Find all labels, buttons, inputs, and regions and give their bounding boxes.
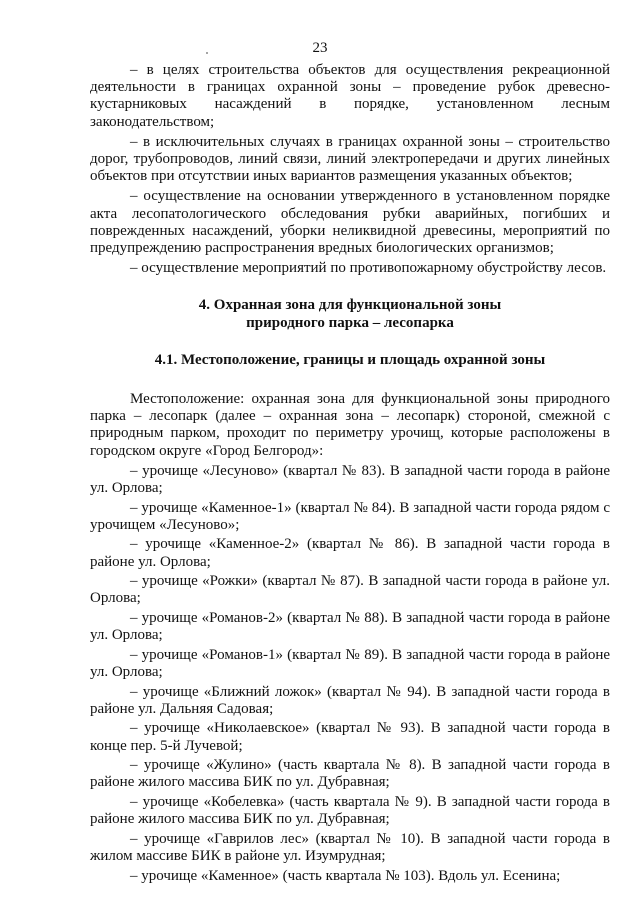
subsection-heading: 4.1. Местоположение, границы и площадь охранной зоны (154, 352, 546, 369)
list-item: – осуществление на основании утвержденного в установленном порядке акта лесопатологического обследования рубки аварийных, погибших и поврежденных насаждений, уборки неликвидной древесины, мероприятий по предупреждению распространения вредных биологических организмов; (90, 188, 610, 257)
location-item: – урочище «Жулино» (часть квартала № 8). В западной части города в районе жилого массива БИК по ул. Дубравная; (90, 757, 610, 791)
page-number: 23 (312, 40, 328, 56)
location-item: – урочище «Лесуново» (квартал № 83). В западной части города в районе ул. Орлова; (90, 462, 610, 496)
location-item: – урочище «Каменное-2» (квартал № 86). В западной части города в районе ул. Орлова; (90, 536, 610, 570)
location-item: – урочище «Каменное-1» (квартал № 84). В западной части города рядом с урочищем «Лесуново»; (90, 499, 610, 533)
location-item: – урочище «Ближний ложок» (квартал № 94). В западной части города в районе ул. Дальняя Садовая; (90, 683, 610, 717)
location-item: – урочище «Рожки» (квартал № 87). В западной части города в районе ул. Орлова; (90, 573, 610, 607)
location-item: – урочище «Николаевское» (квартал № 93). В западной части города в конце пер. 5-й Лучевой; (90, 720, 610, 754)
location-item: – урочище «Романов-2» (квартал № 88). В западной части города в районе ул. Орлова; (90, 609, 610, 644)
page-content (90, 62, 610, 887)
list-item: – осуществление мероприятий по противопожарному обустройству лесов. (130, 260, 607, 277)
location-item: – урочище «Кобелевка» (часть квартала № 9). В западной части города в районе жилого массива БИК по ул. Дубравная; (90, 793, 610, 828)
list-item: – в целях строительства объектов для осуществления рекреационной деятельности в границах охранной зоны – проведение рубок древесно-кустарниковых насаждений в порядке, установленном лесным законодательством; (90, 62, 610, 130)
intro-paragraph: Местоположение: охранная зона для функциональной зоны природного парка – лесопарк (далее – охранная зона – лесопарк) стороной, смежной с природным парком, проходит по периметру урочищ, которые расположены в городском округе «Город Белгород»: (90, 390, 610, 459)
location-item: – урочище «Романов-1» (квартал № 89). В западной части города в районе ул. Орлова; (90, 646, 610, 680)
location-item: – урочище «Каменное» (часть квартала № 103). Вдоль ул. Есенина; (130, 867, 561, 884)
location-item: – урочище «Гаврилов лес» (квартал № 10). В западной части города в жилом массиве БИК в районе ул. Изумрудная; (90, 830, 610, 864)
section-heading-line-1: 4. Охранная зона для функциональной зоны (198, 297, 502, 314)
section-heading-line-2: природного парка – лесопарка (246, 314, 454, 331)
list-item: – в исключительных случаях в границах охранной зоны – строительство дорог, трубопроводов, линий связи, линий электропередачи и других линейных объектов при отсутствии иных вариантов размещения указанных объектов; (90, 133, 610, 185)
